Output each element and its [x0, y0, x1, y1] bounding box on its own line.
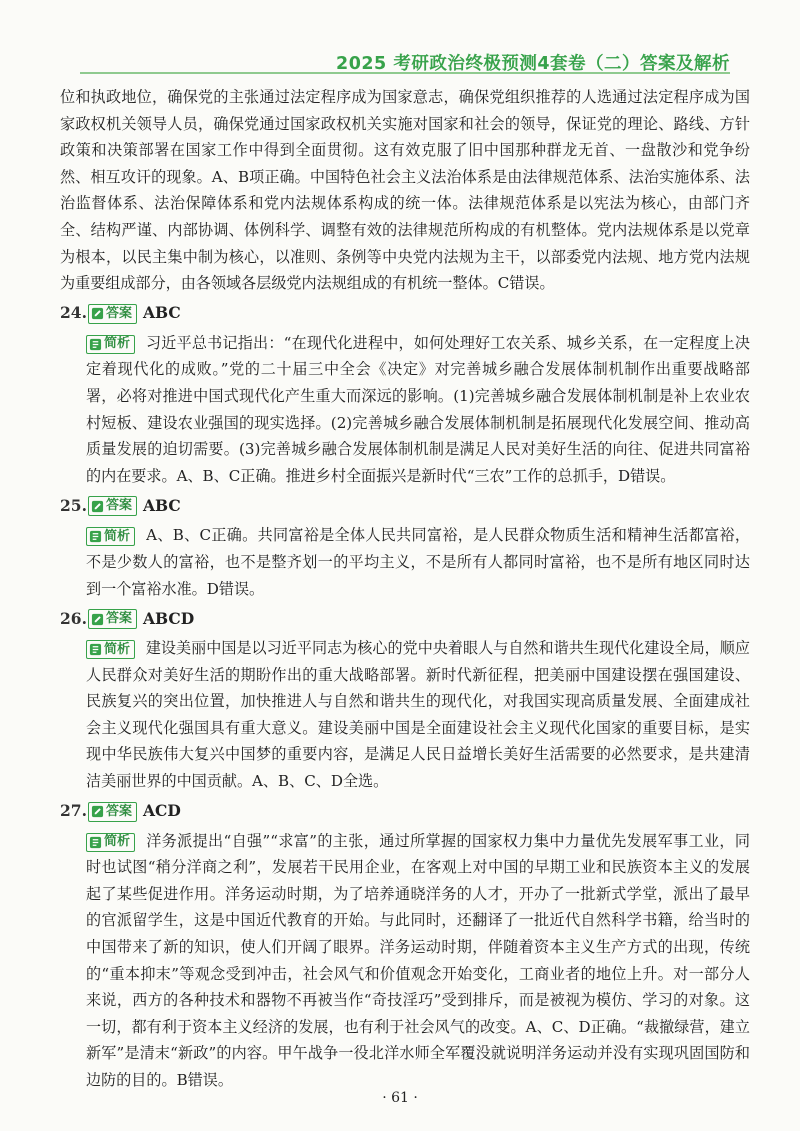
header-rule [80, 72, 730, 74]
analysis-label: 简析 [104, 834, 131, 850]
document-icon [89, 836, 102, 849]
pencil-icon [91, 307, 104, 320]
analysis-badge [86, 335, 135, 354]
question-26-analysis [60, 635, 750, 795]
analysis-badge [86, 527, 135, 546]
header-title: 2025 考研政治终极预测4套卷（二）答案及解析 [336, 54, 730, 74]
answer-value: ACD [143, 801, 181, 821]
pencil-icon [91, 613, 104, 626]
answer-value: ABC [143, 303, 181, 323]
question-number: 25. [60, 496, 87, 516]
answer-label: 答案 [106, 611, 133, 627]
question-27-analysis [60, 828, 750, 1094]
analysis-text: 洋务派提出“自强”“求富”的主张，通过所掌握的国家权力集中力量优先发展军事工业，同时也试图“稍分洋商之利”，发展若干民用企业，在客观上对中国的早期工业和民族资本主义的发展起了某些促进作用。洋务运动时期，为了培养通晓洋务的人才，开办了一批新式学堂，派出了最早的官派留学生，这是中国近代教育的开始。与此同时，还翻译了一批近代自然科学书籍，给当时的中国带来了新的知识，使人们开阔了眼界。洋务运动时期，伴随着资本主义生产方式的出现，传统的“重本抑末”等观念受到冲击，社会风气和价值观念开始变化，工商业者的地位上升。对一部分人来说，西方的各种技术和器物不再被当作“奇技淫巧”受到排斥，而是被视为模仿、学习的对象。这一切，都有利于资本主义经济的发展，也有利于社会风气的改变。A、C、D正确。“裁撤绿营，建立新军”是清末“新政”的内容。甲午战争一役北洋水师全军覆没就说明洋务运动并没有实现巩固国防和边防的目的。B错误。 [86, 831, 750, 1089]
question-27-answer [60, 799, 750, 825]
analysis-label: 简析 [104, 528, 131, 544]
analysis-text: A、B、C正确。共同富裕是全体人民共同富裕，是人民群众物质生活和精神生活都富裕，不是少数人的富裕，也不是整齐划一的平均主义，不是所有人都同时富裕，也不是所有地区同时达到一个富裕水准。D错误。 [86, 526, 750, 598]
question-25-answer [60, 493, 750, 519]
answer-label: 答案 [106, 305, 133, 321]
analysis-badge [86, 833, 135, 852]
answer-badge [88, 304, 137, 324]
document-icon [89, 338, 102, 351]
page-number: · 61 · [382, 1090, 418, 1106]
question-25-analysis [60, 522, 750, 602]
answer-badge [88, 496, 137, 516]
intro-paragraph: 位和执政地位，确保党的主张通过法定程序成为国家意志，确保党组织推荐的人选通过法定程序成为国家政权机关领导人员，确保党通过国家政权机关实施对国家和社会的领导，保证党的理论、路线、方针政策和决策部署在国家工作中得到全面贯彻。这有效克服了旧中国那种群龙无首、一盘散沙和党争纷然、相互攻讦的现象。A、B项正确。中国特色社会主义法治体系是由法律规范体系、法治实施体系、法治监督体系、法治保障体系和党内法规体系构成的统一体。法律规范体系是以宪法为核心，由部门齐全、结构严谨、内部协调、体例科学、调整有效的法律规范所构成的有机整体。党内法规体系是以党章为根本，以民主集中制为核心，以准则、条例等中央党内法规为主干，以部委党内法规、地方党内法规为重要组成部分，由各领域各层级党内法规组成的有机统一整体。C错误。 [60, 88, 750, 293]
answer-label: 答案 [106, 803, 133, 819]
question-number: 26. [60, 608, 87, 628]
document-icon [89, 530, 102, 543]
question-26-answer [60, 606, 750, 632]
analysis-text: 建设美丽中国是以习近平同志为核心的党中央着眼人与自然和谐共生现代化建设全局，顺应人民群众对美好生活的期盼作出的重大战略部署。新时代新征程，把美丽中国建设摆在强国建设、民族复兴的突出位置，加快推进人与自然和谐共生的现代化，对我国实现高质量发展、全面建成社会主义现代化强国具有重大意义。建设美丽中国是全面建设社会主义现代化国家的重要目标，是实现中华民族伟大复兴中国梦的重要内容，是满足人民日益增长美好生活需要的必然要求，是共建清洁美丽世界的中国贡献。A、B、C、D全选。 [86, 639, 750, 791]
analysis-label: 简析 [104, 336, 131, 352]
document-icon [89, 643, 102, 656]
question-24-answer [60, 301, 750, 327]
analysis-label: 简析 [104, 641, 131, 657]
answer-value: ABC [143, 496, 181, 516]
page-header [0, 40, 800, 74]
pencil-icon [91, 805, 104, 818]
answer-badge [88, 609, 137, 629]
answer-value: ABCD [143, 608, 195, 628]
question-24-analysis [60, 330, 750, 490]
question-number: 24. [60, 303, 87, 323]
analysis-text: 习近平总书记指出：“在现代化进程中，如何处理好工农关系、城乡关系，在一定程度上决定着现代化的成败。”党的二十届三中全会《决定》对完善城乡融合发展体制机制作出重要战略部署，必将对推进中国式现代化产生重大而深远的影响。(1)完善城乡融合发展体制机制是补上农业农村短板、建设农业强国的现实选择。(2)完善城乡融合发展体制机制是拓展现代化发展空间、推动高质量发展的迫切需要。(3)完善城乡融合发展体制机制是满足人民对美好生活的向往、促进共同富裕的内在要求。A、B、C正确。推进乡村全面振兴是新时代“三农”工作的总抓手，D错误。 [86, 333, 750, 485]
analysis-badge [86, 640, 135, 659]
pencil-icon [91, 500, 104, 513]
answer-badge [88, 802, 137, 822]
answer-label: 答案 [106, 498, 133, 514]
question-number: 27. [60, 801, 87, 821]
page-content [60, 84, 750, 1094]
